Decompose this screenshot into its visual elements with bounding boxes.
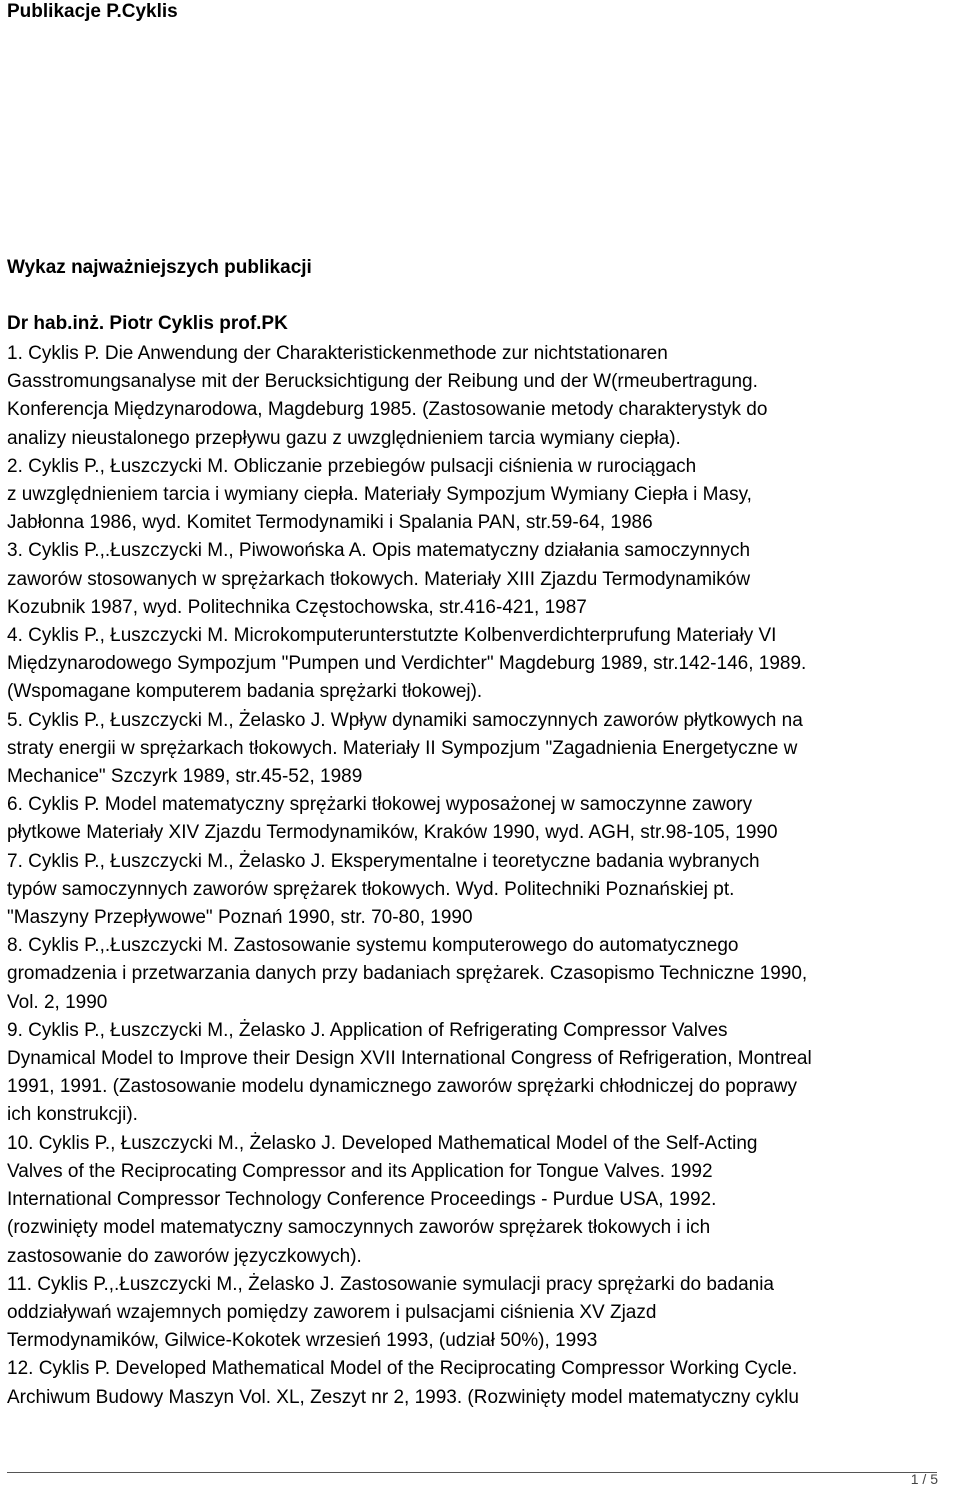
- text-line: 5. Cyklis P., Łuszczycki M., Żelasko J. Wpływ dynamiki samoczynnych zaworów płytkowych na: [7, 709, 803, 731]
- text-line: Międzynarodowego Sympozjum "Pumpen und Verdichter" Magdeburg 1989, str.142-146, 1989.: [7, 653, 807, 675]
- text-line: 10. Cyklis P., Łuszczycki M., Żelasko J. Developed Mathematical Model of the Self-Acting: [7, 1132, 758, 1154]
- footer-divider: [7, 1472, 937, 1473]
- text-line: 3. Cyklis P.,.Łuszczycki M., Piwowońska A. Opis matematyczny działania samoczynnych: [7, 540, 751, 562]
- text-line: zastosowanie do zaworów języczkowych).: [7, 1245, 362, 1267]
- text-line: oddziaływań wzajemnych pomiędzy zaworem i pulsacjami ciśnienia XV Zjazd: [7, 1301, 657, 1323]
- text-line: 7. Cyklis P., Łuszczycki M., Żelasko J. Eksperymentalne i teoretyczne badania wybranych: [7, 850, 760, 872]
- text-line: (Wspomagane komputerem badania sprężarki tłokowej).: [7, 681, 483, 703]
- text-line: Mechanice" Szczyrk 1989, str.45-52, 1989: [7, 766, 363, 788]
- text-line: 1. Cyklis P. Die Anwendung der Charakteristickenmethode zur nichtstationaren: [7, 343, 668, 364]
- text-line: 11. Cyklis P.,.Łuszczycki M., Żelasko J. Zastosowanie symulacji pracy sprężarki do badania: [7, 1273, 774, 1295]
- text-line: gromadzenia i przetwarzania danych przy badaniach sprężarek. Czasopismo Techniczne 1990,: [7, 963, 808, 985]
- page-header-title: Publikacje P.Cyklis: [7, 1, 178, 22]
- text-line: 9. Cyklis P., Łuszczycki M., Żelasko J. Application of Refrigerating Compressor Valves: [7, 1019, 728, 1041]
- text-line: Gasstromungsanalyse mit der Berucksichtigung der Reibung und der W(rmeubertragung.: [7, 371, 758, 393]
- text-line: 8. Cyklis P.,.Łuszczycki M. Zastosowanie systemu komputerowego do automatycznego: [7, 935, 739, 957]
- text-line: Termodynamików, Gilwice-Kokotek wrzesień 1993, (udział 50%), 1993: [7, 1330, 598, 1352]
- text-line: Valves of the Reciprocating Compressor and its Application for Tongue Valves. 1992: [7, 1160, 713, 1182]
- text-line: "Maszyny Przepływowe" Poznań 1990, str. 70-80, 1990: [7, 907, 473, 929]
- publication-list: [7, 340, 955, 1412]
- text-line: Jabłonna 1986, wyd. Komitet Termodynamiki i Spalania PAN, str.59-64, 1986: [7, 512, 653, 534]
- text-line: Kozubnik 1987, wyd. Politechnika Częstochowska, str.416-421, 1987: [7, 596, 587, 618]
- text-line: International Compressor Technology Conference Proceedings - Purdue USA, 1992.: [7, 1189, 717, 1211]
- text-line: 2. Cyklis P., Łuszczycki M. Obliczanie przebiegów pulsacji ciśnienia w rurociągach: [7, 455, 697, 477]
- text-line: 6. Cyklis P. Model matematyczny sprężarki tłokowej wyposażonej w samoczynne zawory: [7, 794, 753, 816]
- text-line: straty energii w sprężarkach tłokowych. Materiały II Sympozjum "Zagadnienia Energetyczne w: [7, 737, 798, 759]
- text-line: analizy nieustalonego przepływu gazu z uwzględnieniem tarcia wymiany ciepła).: [7, 427, 681, 449]
- document-title: Wykaz najważniejszych publikacji: [7, 257, 312, 278]
- text-line: płytkowe Materiały XIV Zjazdu Termodynamików, Kraków 1990, wyd. AGH, str.98-105, 1990: [7, 822, 778, 844]
- text-line: 4. Cyklis P., Łuszczycki M. Microkomputerunterstutzte Kolbenverdichterprufung Materiały VI: [7, 625, 777, 647]
- document-author: Dr hab.inż. Piotr Cyklis prof.PK: [7, 313, 288, 334]
- text-line: ich konstrukcji).: [7, 1104, 138, 1126]
- text-line: Dynamical Model to Improve their Design XVII International Congress of Refrigeration, Montreal: [7, 1048, 812, 1070]
- text-line: Vol. 2, 1990: [7, 991, 108, 1013]
- text-line: (rozwinięty model matematyczny samoczynnych zaworów sprężarek tłokowych i ich: [7, 1217, 711, 1239]
- text-line: z uwzględnieniem tarcia i wymiany ciepła. Materiały Sympozjum Wymiany Ciepła i Masy,: [7, 484, 752, 506]
- text-line: 1991, 1991. (Zastosowanie modelu dynamicznego zaworów sprężarki chłodniczej do poprawy: [7, 1076, 797, 1098]
- text-line: typów samoczynnych zaworów sprężarek tłokowych. Wyd. Politechniki Poznańskiej pt.: [7, 878, 735, 900]
- text-line: zaworów stosowanych w sprężarkach tłokowych. Materiały XIII Zjazdu Termodynamików: [7, 568, 751, 590]
- text-line: Konferencja Międzynarodowa, Magdeburg 1985. (Zastosowanie metody charakterystyk do: [7, 399, 768, 421]
- page-number: 1 / 5: [910, 1471, 938, 1487]
- text-line: 12. Cyklis P. Developed Mathematical Model of the Reciprocating Compressor Working Cycle.: [7, 1358, 798, 1380]
- text-line: Archiwum Budowy Maszyn Vol. XL, Zeszyt nr 2, 1993. (Rozwinięty model matematyczny cyklu: [7, 1386, 799, 1408]
